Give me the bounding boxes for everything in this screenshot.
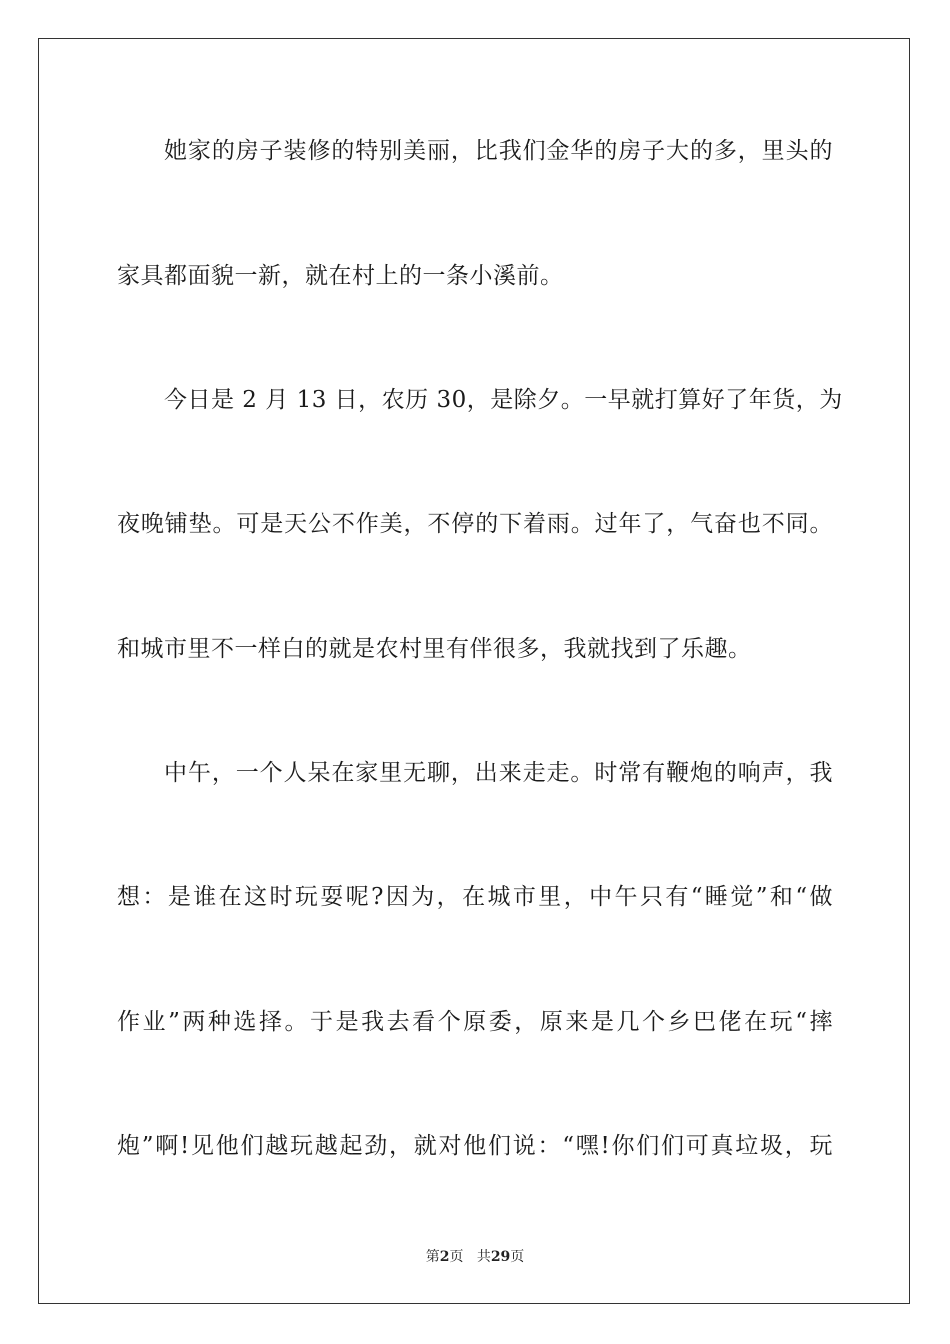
page-number: 2: [439, 1249, 450, 1265]
paragraph-1-line-2: 家具都面貌一新，就在村上的一条小溪前。: [117, 263, 564, 289]
paragraph-3-line-2: 想：是谁在这时玩耍呢?因为，在城市里，中午只有“睡觉”和“做: [117, 884, 833, 910]
page-border: [38, 38, 910, 1304]
page-suffix: 页: [449, 1249, 464, 1265]
page-prefix: 第: [425, 1249, 440, 1265]
paragraph-2-line-3: 和城市里不一样白的就是农村里有伴很多，我就找到了乐趣。: [117, 636, 752, 662]
page-footer: [0, 1248, 950, 1266]
total-suffix: 页: [510, 1249, 525, 1265]
paragraph-3-line-1: 中午，一个人呆在家里无聊，出来走走。时常有鞭炮的响声，我: [164, 760, 833, 786]
paragraph-3-line-4: 炮”啊!见他们越玩越起劲，就对他们说：“嘿!你们们可真垃圾，玩: [117, 1133, 833, 1159]
total-prefix: 共: [476, 1249, 491, 1265]
total-pages: 29: [490, 1249, 511, 1265]
paragraph-3-line-3: 作业”两种选择。于是我去看个原委，原来是几个乡巴佬在玩“摔: [117, 1009, 833, 1035]
paragraph-2-line-2: 夜晚铺垫。可是天公不作美，不停的下着雨。过年了，气奋也不同。: [117, 511, 833, 537]
paragraph-1-line-1: 她家的房子装修的特别美丽，比我们金华的房子大的多，里头的: [164, 138, 833, 164]
paragraph-2-line-1: 今日是 2 月 13 日，农历 30，是除夕。一早就打算好了年货，为: [164, 387, 843, 413]
